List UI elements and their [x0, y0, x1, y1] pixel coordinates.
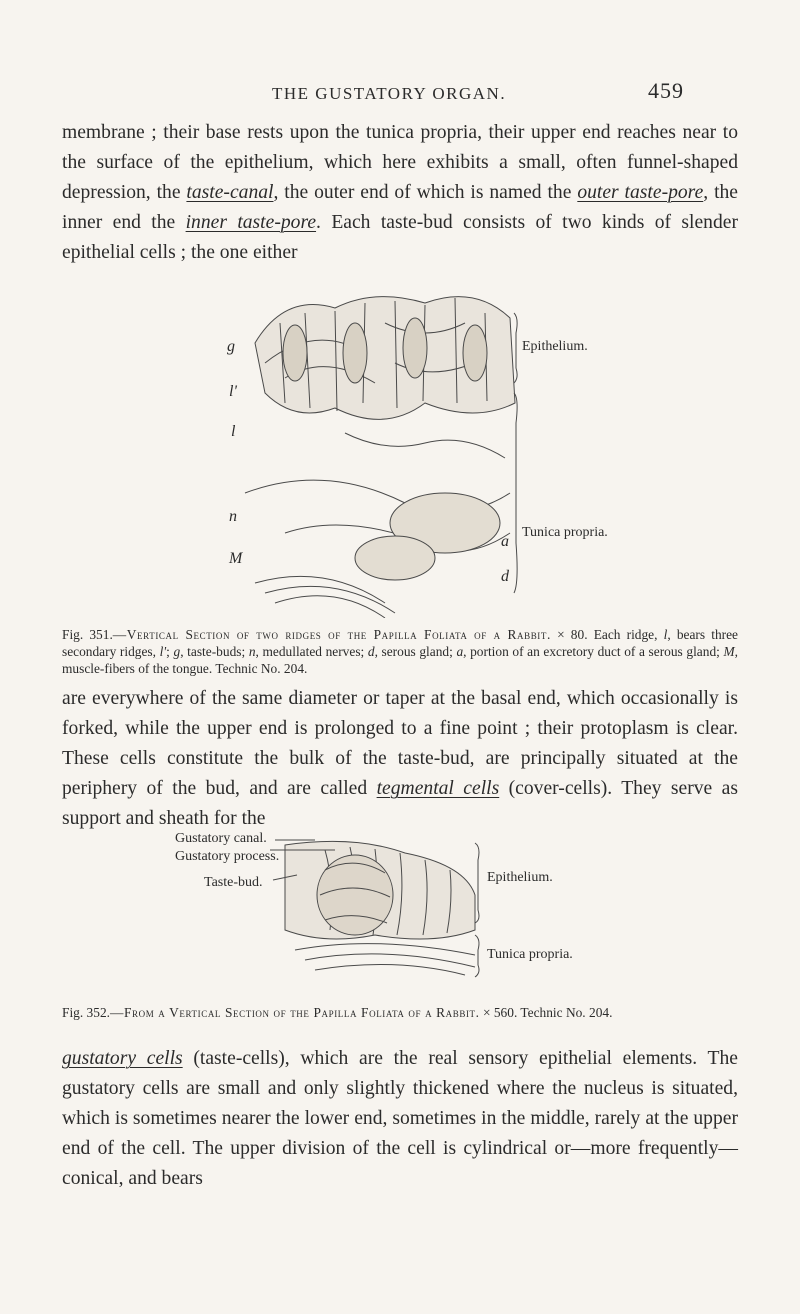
figure-351 — [225, 283, 645, 618]
fig351-label-tunica: Tunica propria. — [522, 525, 608, 540]
fig351-label-l: l — [231, 423, 236, 440]
fig351-label-n: n — [229, 508, 237, 525]
fig351-label-a: a — [501, 533, 509, 550]
term-outer-taste-pore: outer taste-pore — [577, 182, 704, 203]
fig352-label-bud: Taste-bud. — [204, 875, 263, 890]
paragraph-2: are everywhere of the same diameter or taper at the basal end, which occasionally is forked, while the upper end is prolonged to a fine point ; their protoplasm is clear. These cells constitute the bulk of the taste-bud, are principally situated at the periphery of the bud, and are called tegmental cells (cover-cells). They serve as support and sheath for the — [62, 688, 738, 829]
term-taste-canal: taste-canal — [186, 182, 274, 203]
fig351-label-l-prime: l' — [229, 383, 237, 400]
paragraph-1: membrane ; their base rests upon the tunica propria, their upper end reaches near to the surface of the epithelium, which here exhibits a small, often funnel-shaped depression, the taste-canal, the outer end of which is named the outer taste-pore, the inner end the inner taste-pore. Each taste-bud consists of two kinds of slender epithelial cells ; the one either — [62, 122, 739, 263]
running-head — [0, 78, 800, 108]
fig352-label-epithelium: Epithelium. — [487, 870, 553, 885]
running-title: THE GUSTATORY ORGAN. — [272, 84, 507, 103]
fig351-label-g: g — [227, 338, 235, 355]
figure-351-caption: Fig. 351.—Vertical Section of two ridges of the Papilla Foliata of a Rabbit. × 80. Each ridge, l, bears three secondary ridges, l'; g, taste-buds; n, medullated nerves; d, serous gland; a, portion of an excretory duct of a serous gland; M, muscle-fibers of the tongue. Technic No. 204. — [62, 627, 738, 676]
fig351-label-d: d — [501, 568, 509, 585]
fig352-label-tunica: Tunica propria. — [487, 947, 573, 962]
figure-352-caption: Fig. 352.—From a Vertical Section of the Papilla Foliata of a Rabbit. × 560. Technic No. 204. — [62, 1005, 613, 1020]
fig352-label-canal: Gustatory canal. — [175, 831, 267, 846]
page-number: 459 — [648, 78, 684, 103]
paragraph-3: gustatory cells (taste-cells), which are the real sensory epithelial elements. The gustatory cells are small and only slightly thickened where the nucleus is situated, which is sometimes nearer the lower end, sometimes in the middle, rarely at the upper end of the cell. The upper division of the cell is cylindrical or—more frequently—conical, and bears — [62, 1048, 738, 1189]
figure-351-illustration — [225, 283, 645, 618]
fig351-label-M: M — [229, 550, 243, 567]
term-tegmental-cells: tegmental cells — [376, 778, 500, 799]
term-gustatory-cells: gustatory cells — [62, 1048, 183, 1069]
fig352-label-process: Gustatory process. — [175, 849, 280, 864]
fig351-label-epithelium: Epithelium. — [522, 339, 588, 354]
term-inner-taste-pore: inner taste-pore — [185, 212, 317, 233]
figure-352 — [175, 831, 615, 983]
